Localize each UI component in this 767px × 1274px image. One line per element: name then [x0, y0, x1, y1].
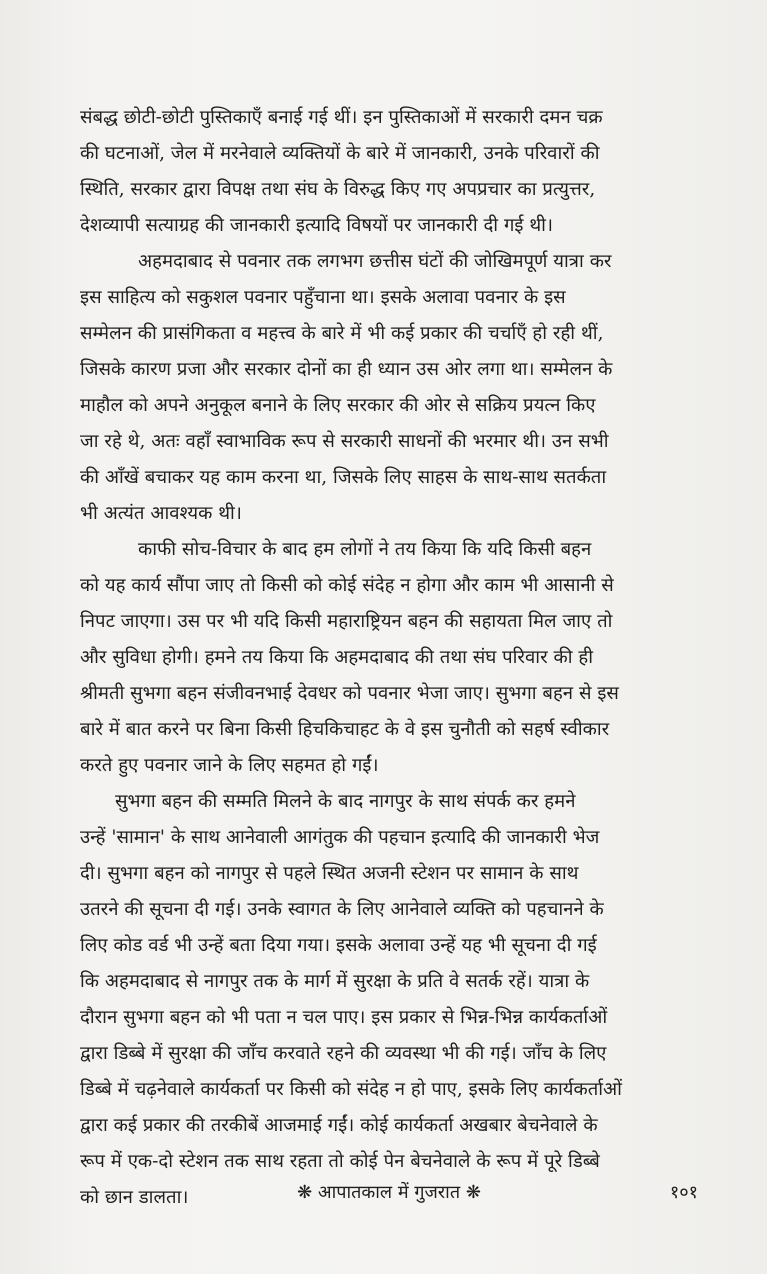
body-text [80, 100, 698, 1216]
text-line: को यह कार्य सौंपा जाए तो किसी को कोई संदेह न होगा और काम भी आसानी से [80, 575, 614, 596]
text-line: दौरान सुभगा बहन को भी पता न चल पाए। इस प्रकार से भिन्न-भिन्न कार्यकर्ताओं [80, 1007, 608, 1028]
text-line: जा रहे थे, अतः वहाँ स्वाभाविक रूप से सरकारी साधनों की भरमार थी। उन सभी [80, 431, 609, 452]
text-line: उन्हें 'सामान' के साथ आनेवाली आगंतुक की पहचान इत्यादि की जानकारी भेज [80, 827, 600, 848]
text-line: करते हुए पवनार जाने के लिए सहमत हो गईं। [80, 755, 379, 776]
text-line: द्वारा कई प्रकार की तरकीबें आजमाई गईं। कोई कार्यकर्ता अखबार बेचनेवाले के [80, 1115, 598, 1136]
text-line: रूप में एक-दो स्टेशन तक साथ रहता तो कोई पेन बेचनेवाले के रूप में पूरे डिब्बे [80, 1151, 600, 1172]
paragraph-first-line: अहमदाबाद से पवनार तक लगभग छत्तीस घंटों की जोखिमपूर्ण यात्रा कर [138, 251, 612, 272]
text-line: उतरने की सूचना दी गई। उनके स्वागत के लिए आनेवाले व्यक्ति को पहचानने के [80, 899, 604, 920]
text-line: लिए कोड वर्ड भी उन्हें बता दिया गया। इसके अलावा उन्हें यह भी सूचना दी गई [80, 935, 597, 956]
text-line: डिब्बे में चढ़नेवाले कार्यकर्ता पर किसी को संदेह न हो पाए, इसके लिए कार्यकर्ताओं [80, 1079, 622, 1100]
text-line: बारे में बात करने पर बिना किसी हिचकिचाहट के वे इस चुनौती को सहर्ष स्वीकार [80, 719, 610, 740]
text-line: दी। सुभगा बहन को नागपुर से पहले स्थित अजनी स्टेशन पर सामान के साथ [80, 863, 579, 884]
text-line: की आँखें बचाकर यह काम करना था, जिसके लिए साहस के साथ-साथ सतर्कता [80, 467, 607, 488]
text-line: इस साहित्य को सकुशल पवनार पहुँचाना था। इसके अलावा पवनार के इस [80, 287, 566, 308]
text-line: और सुविधा होगी। हमने तय किया कि अहमदाबाद की तथा संघ परिवार की ही [80, 647, 594, 668]
text-line: माहौल को अपने अनुकूल बनाने के लिए सरकार की ओर से सक्रिय प्रयत्न किए [80, 395, 596, 416]
text-line: जिसके कारण प्रजा और सरकार दोनों का ही ध्यान उस ओर लगा था। सम्मेलन के [80, 359, 613, 380]
text-line: स्थिति, सरकार द्वारा विपक्ष तथा संघ के विरुद्ध किए गए अपप्रचार का प्रत्युत्तर, [80, 179, 596, 200]
text-line: संबद्ध छोटी-छोटी पुस्तिकाएँ बनाई गई थीं। इन पुस्तिकाओं में सरकारी दमन चक्र [80, 107, 603, 128]
page-footer [80, 1178, 698, 1208]
paragraph-first-line: काफी सोच-विचार के बाद हम लोगों ने तय किया कि यदि किसी बहन [138, 539, 592, 560]
text-line: निपट जाएगा। उस पर भी यदि किसी महाराष्ट्रियन बहन की सहायता मिल जाए तो [80, 611, 613, 632]
text-line: की घटनाओं, जेल में मरनेवाले व्यक्तियों के बारे में जानकारी, उनके परिवारों की [80, 143, 600, 164]
text-line: द्वारा डिब्बे में सुरक्षा की जाँच करवाते रहने की व्यवस्था भी की गई। जाँच के लिए [80, 1043, 607, 1064]
text-line: कि अहमदाबाद से नागपुर तक के मार्ग में सुरक्षा के प्रति वे सतर्क रहें। यात्रा के [80, 971, 590, 992]
text-line: को छान डालता। [80, 1187, 189, 1208]
text-line: देशव्यापी सत्याग्रह की जानकारी इत्यादि विषयों पर जानकारी दी गई थी। [80, 215, 553, 236]
text-line: सम्मेलन की प्रासंगिकता व महत्त्व के बारे में भी कई प्रकार की चर्चाएँ हो रही थीं, [80, 323, 604, 344]
paragraph-first-line: सुभगा बहन की सम्मति मिलने के बाद नागपुर के साथ संपर्क कर हमने [115, 791, 576, 812]
running-footer-title: ❋ आपातकाल में गुजरात ❋ [297, 1182, 481, 1203]
page-number: १०१ [669, 1182, 698, 1203]
text-line: भी अत्यंत आवश्यक थी। [80, 503, 242, 524]
text-line: श्रीमती सुभगा बहन संजीवनभाई देवधर को पवनार भेजा जाए। सुभगा बहन से इस [80, 683, 619, 704]
